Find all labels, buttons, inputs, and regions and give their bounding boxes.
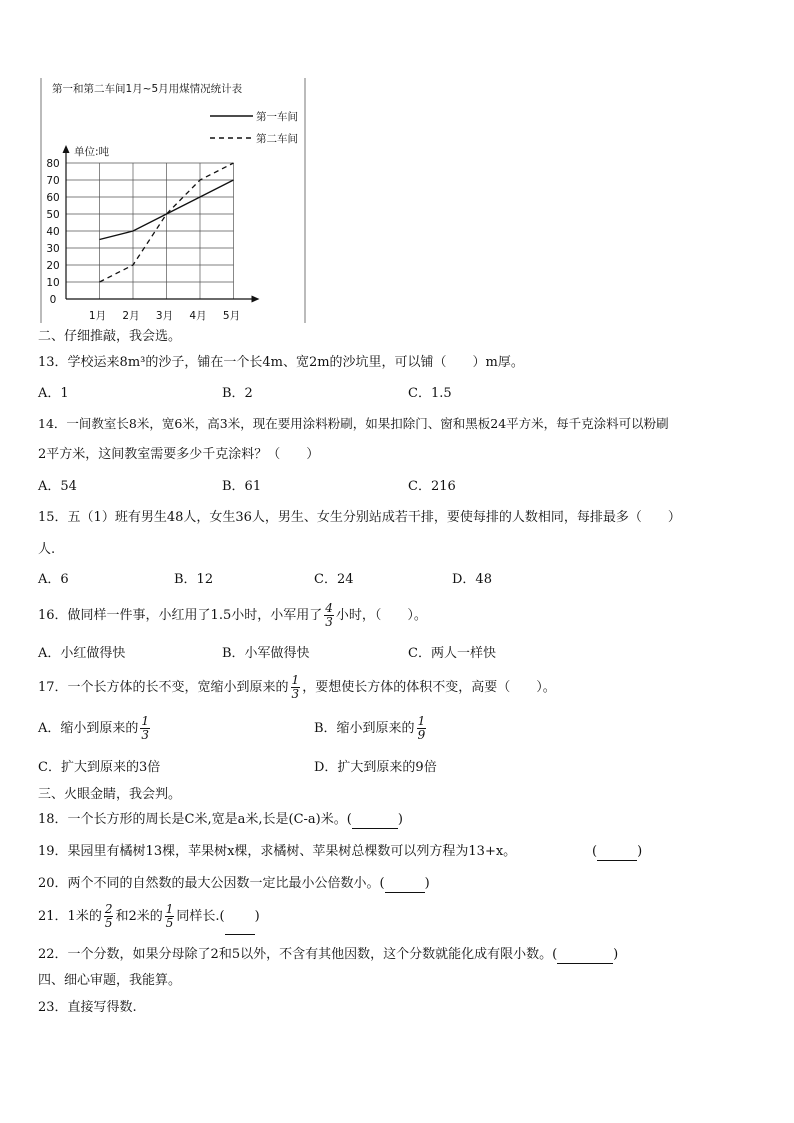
- question-14-stem-line1: 14．一间教室长8米，宽6米，高3米，现在要用涂料粉刷，如果扣除门、窗和黑板24平方米，每千克涂料可以粉刷: [38, 416, 669, 431]
- y-axis-arrow: [63, 145, 70, 153]
- q15-option-b: B．12: [174, 572, 214, 587]
- q16-option-c: C．两人一样快: [408, 646, 496, 661]
- y-tick-label: 0: [49, 294, 57, 306]
- q20-text: 20．两个不同的自然数的最大公因数一定比最小公倍数小。(: [38, 876, 385, 891]
- legend-label-series-1: 第一车间: [256, 111, 298, 123]
- question-22: [38, 946, 618, 964]
- chart-title: 第一和第二车间1月~5月用煤情况统计表: [52, 83, 243, 95]
- question-18: [38, 811, 403, 829]
- q15-option-a: A．6: [38, 572, 69, 587]
- q16-option-a: A．小红做得快: [38, 646, 126, 661]
- q17-frac-den: 3: [291, 687, 300, 701]
- q17-option-b-text: B．缩小到原来的: [314, 721, 415, 736]
- y-tick-label: 40: [46, 226, 60, 238]
- legend-label-series-2: 第二车间: [256, 133, 298, 145]
- q16-fraction: [324, 602, 334, 629]
- q17-a-frac-num: 1: [141, 714, 150, 728]
- q22-text: 22．一个分数，如果分母除了2和5以外，不含有其他因数，这个分数就能化成有限小数。(: [38, 947, 558, 962]
- section-4-heading: 四、细心审题，我能算。: [38, 973, 182, 988]
- q21-frac2-num: 1: [165, 902, 174, 916]
- y-tick-label: 10: [46, 277, 60, 289]
- q21-frac2-den: 5: [165, 916, 174, 930]
- q21-frac1-num: 2: [104, 902, 113, 916]
- q17-b-frac-num: 1: [417, 714, 426, 728]
- q20-close-paren: ): [424, 876, 430, 891]
- q16-text-pre: 16．做同样一件事，小红用了1.5小时，小军用了: [38, 608, 323, 623]
- question-19: [38, 843, 516, 861]
- q16-frac-num: 4: [325, 601, 333, 615]
- question-15-stem-line2: 人.: [38, 542, 56, 557]
- y-tick-label: 60: [46, 192, 60, 204]
- q18-close-paren: ): [397, 812, 403, 827]
- question-21: [38, 899, 260, 935]
- section-2-heading: 二、仔细推敲，我会选。: [38, 329, 182, 344]
- x-tick-label: 2月: [122, 310, 140, 322]
- y-tick-label: 80: [46, 158, 60, 170]
- q17-fraction: [291, 674, 301, 701]
- chart-unit-label: 单位:吨: [74, 146, 110, 158]
- q17-option-c: C．扩大到原来的3倍: [38, 760, 161, 775]
- line-chart-svg: [40, 76, 306, 323]
- question-23: 23．直接写得数.: [38, 1000, 137, 1015]
- question-17-stem: [38, 670, 556, 706]
- q17-option-a-fraction: [140, 715, 150, 742]
- question-14-stem-line2: 2平方米，这间教室需要多少千克涂料？（ ）: [38, 447, 320, 462]
- q21-answer-blank[interactable]: [225, 920, 255, 935]
- q17-text-post: ，要想使长方体的体积不变，高要（ ）。: [302, 680, 556, 695]
- q21-text-post: 同样长.(: [176, 909, 225, 924]
- q21-text-mid: 和2米的: [115, 909, 163, 924]
- x-axis-arrow: [252, 296, 260, 303]
- q15-option-d: D．48: [452, 572, 492, 587]
- q19-answer-blank[interactable]: [597, 846, 637, 861]
- y-tick-label: 30: [46, 243, 60, 255]
- q19-answer: [592, 843, 642, 861]
- y-tick-label: 20: [46, 260, 60, 272]
- q16-option-b: B．小军做得快: [222, 646, 310, 661]
- q18-text: 18．一个长方形的周长是C米,宽是a米,长是(C-a)米。(: [38, 812, 352, 827]
- q17-option-a: [38, 711, 152, 747]
- q14-option-a: A．54: [38, 479, 77, 494]
- q21-frac1-den: 5: [104, 916, 113, 930]
- question-15-stem-line1: 15．五（1）班有男生48人，女生36人，男生、女生分别站成若干排，要使每排的人数相同，每排最多（ ）: [38, 510, 681, 525]
- q16-text-post: 小时，（ ）。: [335, 608, 427, 623]
- q13-option-c: C．1.5: [408, 386, 452, 401]
- q15-option-c: C．24: [314, 572, 354, 587]
- question-16-stem: [38, 598, 427, 634]
- x-tick-label: 5月: [222, 310, 241, 322]
- q17-option-b: [314, 711, 428, 747]
- q17-text-pre: 17．一个长方体的长不变，宽缩小到原来的: [38, 680, 289, 695]
- y-tick-label: 70: [46, 175, 60, 187]
- q18-answer-blank[interactable]: [352, 814, 398, 829]
- q14-option-c: C．216: [408, 479, 456, 494]
- question-13-stem: 13．学校运来8m³的沙子，铺在一个长4m、宽2m的沙坑里，可以铺（ ）m厚。: [38, 355, 524, 370]
- q21-fraction-1: [104, 903, 114, 930]
- q22-answer-blank[interactable]: [557, 949, 613, 964]
- q21-fraction-2: [165, 903, 175, 930]
- q17-option-d: D．扩大到原来的9倍: [314, 760, 437, 775]
- x-tick-label: 3月: [155, 310, 174, 322]
- q21-close-paren: ): [254, 909, 260, 924]
- section-3-heading: 三、火眼金睛，我会判。: [38, 787, 182, 802]
- q17-b-frac-den: 9: [417, 728, 426, 742]
- q14-option-b: B．61: [222, 479, 262, 494]
- q13-option-b: B．2: [222, 386, 253, 401]
- q13-option-a: A．1: [38, 386, 69, 401]
- question-20: [38, 875, 430, 893]
- q17-option-b-fraction: [417, 715, 427, 742]
- x-tick-label: 4月: [189, 310, 207, 322]
- q20-answer-blank[interactable]: [385, 878, 425, 893]
- q19-close-paren: ): [637, 844, 643, 859]
- q19-text: 19．果园里有橘树13棵，苹果树x棵，求橘树、苹果树总棵数可以列方程为13+x。: [38, 844, 517, 859]
- q19-open-paren: (: [592, 844, 598, 859]
- q17-frac-num: 1: [291, 673, 300, 687]
- coal-usage-chart: [40, 76, 306, 323]
- x-tick-label: 1月: [88, 310, 107, 322]
- q22-close-paren: ): [613, 947, 619, 962]
- y-tick-label: 50: [46, 209, 60, 221]
- q17-a-frac-den: 3: [141, 728, 150, 742]
- q21-text-pre: 21．1米的: [38, 909, 102, 924]
- q17-option-a-text: A．缩小到原来的: [38, 721, 139, 736]
- q16-frac-den: 3: [325, 615, 333, 629]
